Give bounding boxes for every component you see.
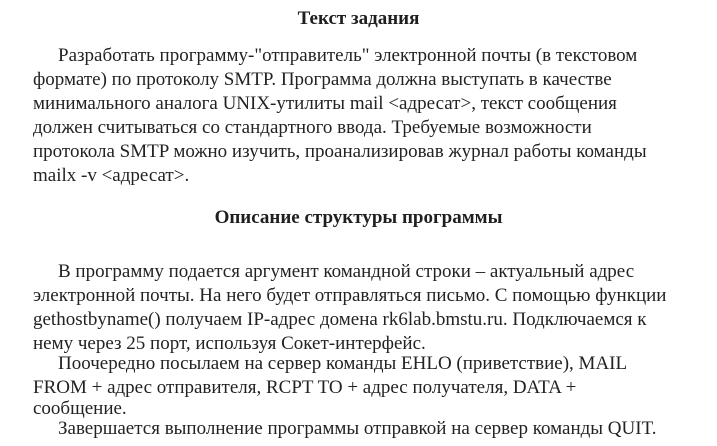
paragraph-line: FROM + адрес отправителя, RCPT TO + адрес получателя, DATA +: [33, 377, 577, 398]
task-heading: Текст задания: [297, 8, 420, 29]
paragraph-line: Завершается выполнение программы отправкой на сервер команды QUIT.: [58, 418, 657, 439]
paragraph-line: В программу подается аргумент командной строки – актуальный адрес: [58, 261, 635, 282]
paragraph-line: протокола SMTP можно изучить, проанализировав журнал работы команды: [33, 141, 647, 162]
paragraph-line: минимального аналога UNIX-утилиты mail <адресат>, текст сообщения: [33, 93, 617, 114]
paragraph-line: должен считываться со стандартного ввода. Требуемые возможности: [33, 117, 592, 138]
paragraph-line: электронной почты. На него будет отправляться письмо. С помощью функции: [33, 285, 667, 306]
paragraph-line: нему через 25 порт, используя Сокет-интерфейс.: [33, 333, 426, 354]
paragraph-line: формате) по протоколу SMTP. Программа должна выступать в качестве: [33, 69, 612, 90]
paragraph-line: Разработать программу-"отправитель" электронной почты (в текстовом: [58, 45, 638, 66]
paragraph-line: сообщение.: [33, 398, 127, 419]
paragraph-line: mailx -v <адресат>.: [33, 165, 190, 186]
paragraph-line: Поочередно посылаем на сервер команды EHLO (приветствие), MAIL: [58, 353, 628, 374]
paragraph-line: gethostbyname() получаем IP-адрес домена rk6lab.bmstu.ru. Подключаемся к: [33, 309, 647, 330]
structure-heading: Описание структуры программы: [214, 207, 503, 228]
